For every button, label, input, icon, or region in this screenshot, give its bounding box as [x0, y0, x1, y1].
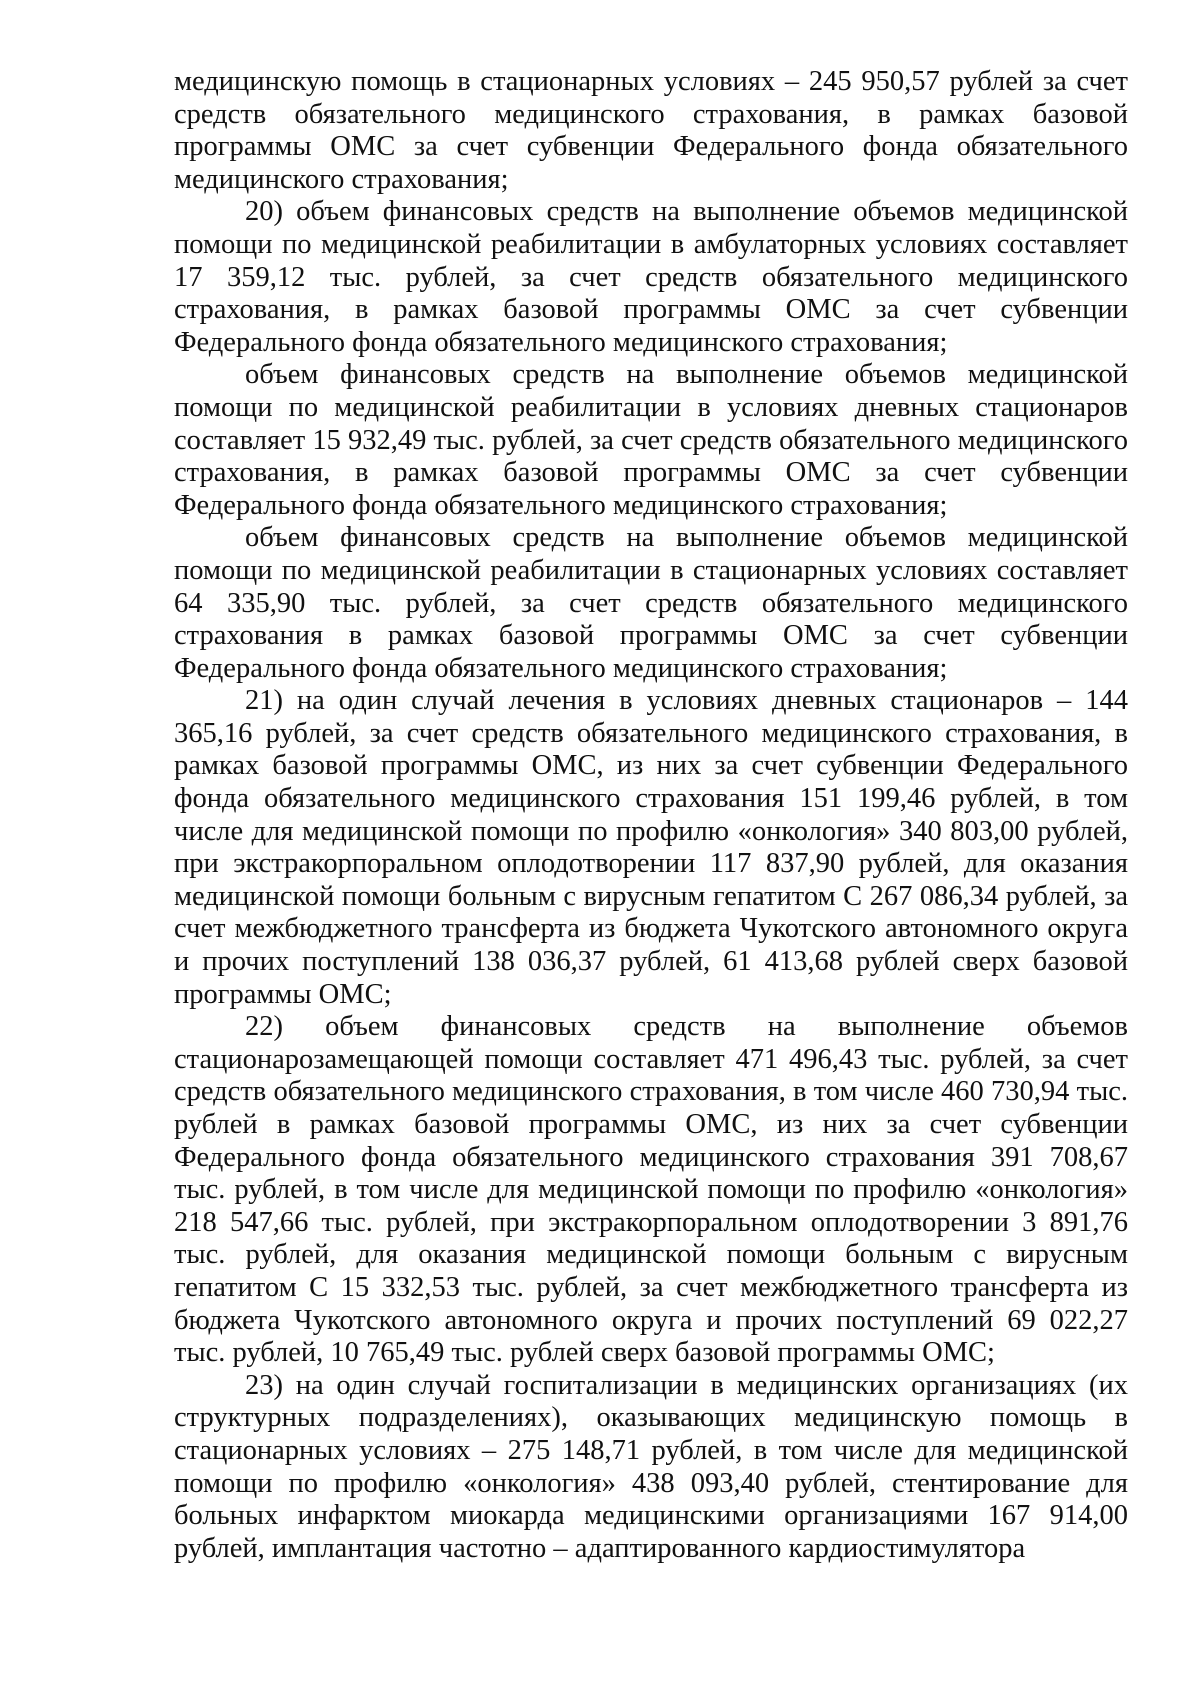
paragraph-item-20: 20) объем финансовых средств на выполнение объемов медицинской помощи по медицинской реабилитации в амбулаторных условиях составляет 17 359,12 тыс. рублей, за счет средств обязательного медицинского страхования, в рамках базовой программы ОМС за счет субвенции Федерального фонда обязательного медицинского страхования; — [174, 196, 1128, 358]
paragraph-item-23: 23) на один случай госпитализации в медицинских организациях (их структурных подразделениях), оказывающих медицинскую помощь в стационарных условиях – 275 148,71 рублей, в том числе для медицинской помощи по профилю «онкология» 438 093,40 рублей, стентирование для больных инфарктом миокарда медицинскими организациями 167 914,00 рублей, имплантация частотно – адаптированного кардиостимулятора — [174, 1369, 1128, 1564]
document-page — [174, 66, 1128, 1565]
paragraph-item-22: 22) объем финансовых средств на выполнение объемов стационарозамещающей помощи составляет 471 496,43 тыс. рублей, за счет средств обязательного медицинского страхования, в том числе 460 730,94 тыс. рублей в рамках базовой программы ОМС, из них за счет субвенции Федерального фонда обязательного медицинского страхования 391 708,67 тыс. рублей, в том числе для медицинской помощи по профилю «онкология» 218 547,66 тыс. рублей, при экстракорпоральном оплодотворении 3 891,76 тыс. рублей, для оказания медицинской помощи больным с вирусным гепатитом С 15 332,53 тыс. рублей, за счет межбюджетного трансферта из бюджета Чукотского автономного округа и прочих поступлений 69 022,27 тыс. рублей, 10 765,49 тыс. рублей сверх базовой программы ОМС; — [174, 1011, 1128, 1369]
paragraph-item-21: 21) на один случай лечения в условиях дневных стационаров – 144 365,16 рублей, за счет средств обязательного медицинского страхования, в рамках базовой программы ОМС, из них за счет субвенции Федерального фонда обязательного медицинского страхования 151 199,46 рублей, в том числе для медицинской помощи по профилю «онкология» 340 803,00 рублей, при экстракорпоральном оплодотворении 117 837,90 рублей, для оказания медицинской помощи больным с вирусным гепатитом С 267 086,34 рублей, за счет межбюджетного трансферта из бюджета Чукотского автономного округа и прочих поступлений 138 036,37 рублей, 61 413,68 рублей сверх базовой программы ОМС; — [174, 685, 1128, 1010]
paragraph-continuation: медицинскую помощь в стационарных условиях – 245 950,57 рублей за счет средств обязательного медицинского страхования, в рамках базовой программы ОМС за счет субвенции Федерального фонда обязательного медицинского страхования; — [174, 66, 1128, 195]
paragraph-item-20-inpatient: объем финансовых средств на выполнение объемов медицинской помощи по медицинской реабилитации в стационарных условиях составляет 64 335,90 тыс. рублей, за счет средств обязательного медицинского страхования в рамках базовой программы ОМС за счет субвенции Федерального фонда обязательного медицинского страхования; — [174, 522, 1128, 684]
paragraph-item-20-day-hospital: объем финансовых средств на выполнение объемов медицинской помощи по медицинской реабилитации в условиях дневных стационаров составляет 15 932,49 тыс. рублей, за счет средств обязательного медицинского страхования, в рамках базовой программы ОМС за счет субвенции Федерального фонда обязательного медицинского страхования; — [174, 359, 1128, 521]
